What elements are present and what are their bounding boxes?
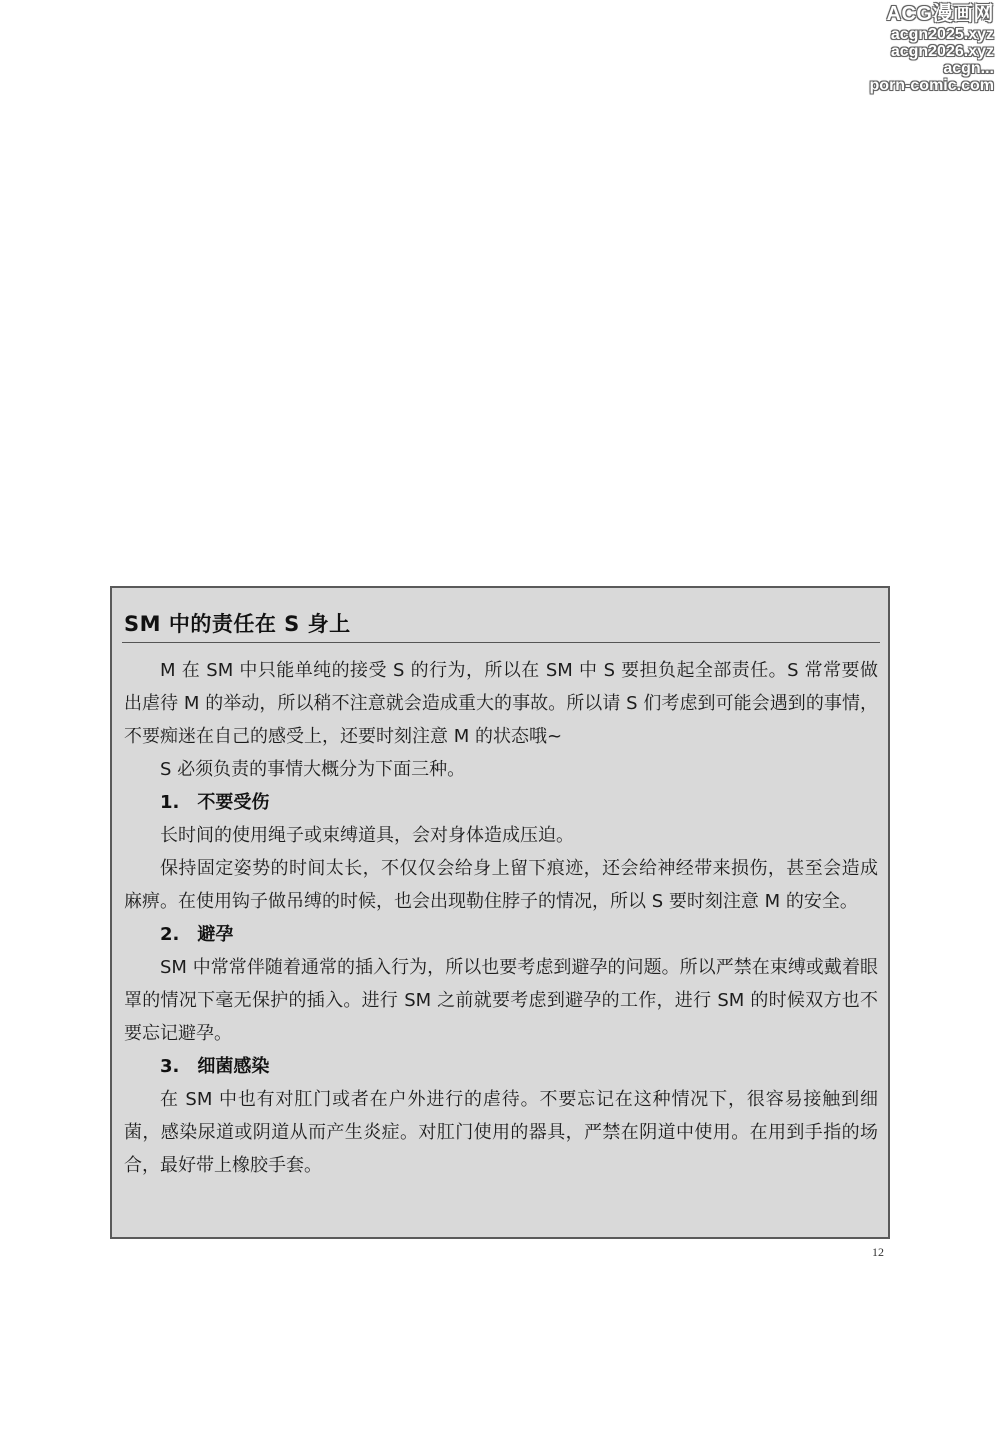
item-paragraph: 在 SM 中也有对肛门或者在户外进行的虐待。不要忘记在这种情况下，很容易接触到细菌，感染尿道或阴道从而产生炎症。对肛门使用的器具，严禁在阴道中使用。在用到手指的场合，最好带上橡胶手套。 [124,1089,878,1176]
page-number: 12 [872,1245,884,1259]
responsibility-box [110,586,890,1239]
item-paragraph: SM 中常常伴随着通常的插入行为，所以也要考虑到避孕的问题。所以严禁在束缚或戴着眼罩的情况下毫无保护的插入。进行 SM 之前就要考虑到避孕的工作，进行 SM 的时候双方也不要忘记避孕。 [124,957,878,1044]
title-divider [122,642,880,643]
intro-paragraph: S 必须负责的事情大概分为下面三种。 [160,759,466,780]
section-title: SM 中的责任在 S 身上 [124,612,351,636]
watermark-line: acgn2025.xyz [890,26,994,43]
watermark-line: acgn2026.xyz [890,43,994,60]
section-body [124,654,878,1182]
item-paragraph: 长时间的使用绳子或束缚道具，会对身体造成压迫。 [160,825,574,846]
item-heading-contraception: 2. 避孕 [160,924,234,945]
watermark-title: ACG漫画网 [886,3,994,25]
item-heading-no-injury: 1. 不要受伤 [160,792,270,813]
watermark-line: porn-comic.com [869,77,994,94]
item-paragraph: 保持固定姿势的时间太长，不仅仅会给身上留下痕迹，还会给神经带来损伤，甚至会造成麻痹。在使用钩子做吊缚的时候，也会出现勒住脖子的情况，所以 S 要时刻注意 M 的安全。 [124,858,878,912]
item-heading-bacterial-infection: 3. 细菌感染 [160,1056,270,1077]
site-watermark [870,2,994,94]
watermark-line: acgn... [943,60,994,77]
intro-paragraph: M 在 SM 中只能单纯的接受 S 的行为，所以在 SM 中 S 要担负起全部责任。S 常常要做出虐待 M 的举动，所以稍不注意就会造成重大的事故。所以请 S 们考虑到可能会遇到的事情，不要痴迷在自己的感受上，还要时刻注意 M 的状态哦~ [124,660,878,747]
